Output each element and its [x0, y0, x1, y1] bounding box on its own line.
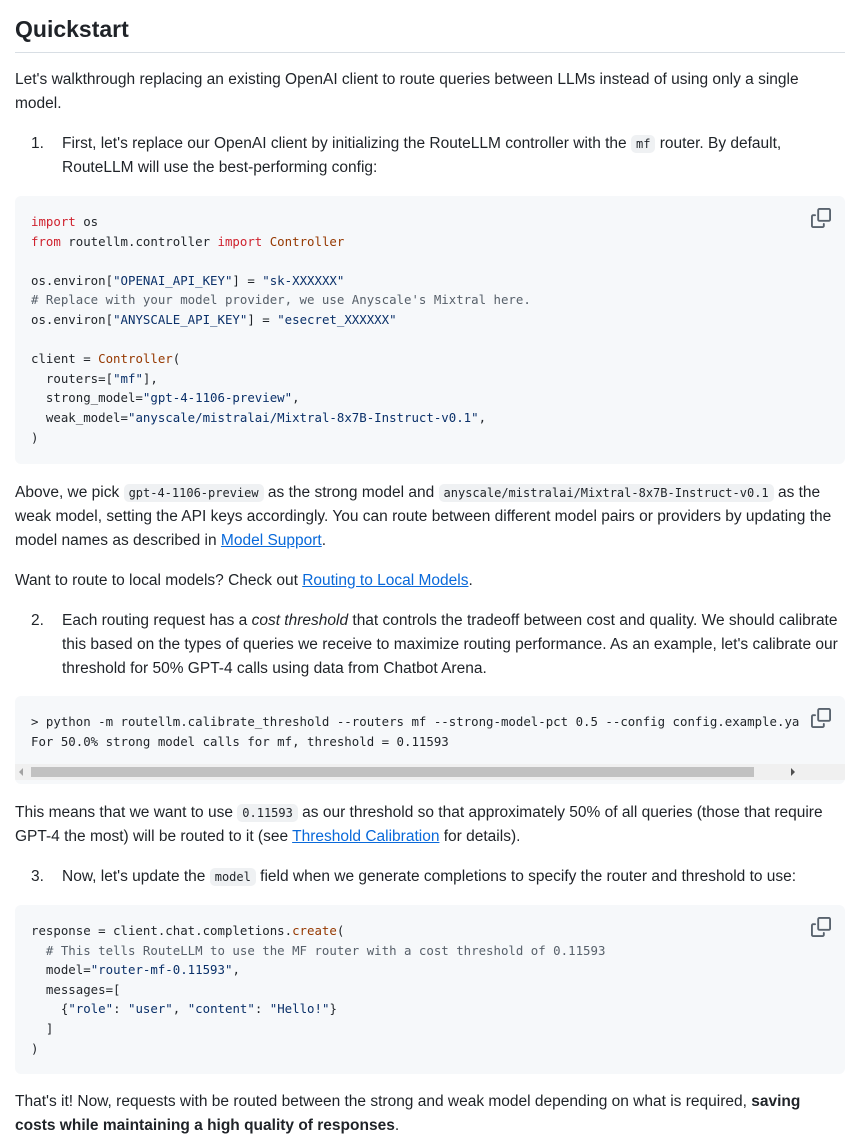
- step-number: 2.: [31, 612, 44, 629]
- model-support-link[interactable]: Model Support: [220, 532, 322, 549]
- inline-code: gpt-4-1106-preview: [124, 484, 264, 502]
- code-content[interactable]: import os from routellm.controller import Controller os.environ["OPENAI_API_KEY"] = "sk-XXXXXX" # Replace with your model provider, we use Anyscale's Mixtral here. os.environ["ANYSCALE_API_KEY"] = "esecret_XXXXXX" client = Controller( routers=["mf"], strong_model="gpt-4-1106-preview", weak_model="anyscale/mistralai/Mixtral-8x7B-Instruct-v0.1", ): [31, 214, 531, 445]
- code-block-completions[interactable]: [15, 905, 845, 1074]
- closing-paragraph: That's it! Now, requests with be routed between the strong and weak model depending on what is required, saving costs while maintaining a high quality of responses.: [15, 1093, 801, 1134]
- scroll-right-arrow[interactable]: [791, 768, 795, 776]
- code-content[interactable]: > python -m routellm.calibrate_threshold --routers mf --strong-model-pct 0.5 --config config.example.ya For 50.0% strong model calls for mf, threshold = 0.11593: [31, 714, 800, 749]
- routing-local-models-link[interactable]: Routing to Local Models: [302, 572, 469, 589]
- model-choice-paragraph: Above, we pick gpt-4-1106-preview as the strong model and anyscale/mistralai/Mixtral-8x7B-Instruct-v0.1 as the weak model, setting the API keys accordingly. You can route between different model pairs or providers by updating the model names as described in Model Support.: [15, 484, 832, 549]
- scrollbar-thumb[interactable]: [31, 767, 754, 777]
- threshold-calibration-link[interactable]: Threshold Calibration: [292, 828, 440, 845]
- step-number: 3.: [31, 868, 44, 885]
- horizontal-scrollbar[interactable]: [15, 764, 845, 780]
- inline-code: anyscale/mistralai/Mixtral-8x7B-Instruct-v0.1: [439, 484, 774, 502]
- section-heading: Quickstart: [15, 12, 845, 53]
- code-block-calibrate[interactable]: [15, 696, 845, 784]
- code-content[interactable]: response = client.chat.completions.create( # This tells RouteLLM to use the MF router with a cost threshold of 0.11593 model="router-mf-0.11593", messages=[ {"role": "user", "content": "Hello!"} ] ): [31, 923, 606, 1056]
- inline-code: mf: [631, 135, 655, 153]
- inline-code: model: [210, 868, 256, 886]
- copy-icon[interactable]: [811, 208, 831, 228]
- step-text: Now, let's update the model field when we generate completions to specify the router and threshold to use:: [62, 868, 797, 885]
- step-text: Each routing request has a cost threshold that controls the tradeoff between cost and quality. We should calibrate this based on the types of queries we receive to maximize routing performance. As an example, let's calibrate our threshold for 50% GPT-4 calls using data from Chatbot Arena.: [62, 612, 838, 677]
- copy-icon[interactable]: [811, 917, 831, 937]
- local-models-paragraph: Want to route to local models? Check out Routing to Local Models.: [15, 572, 473, 589]
- step-text: First, let's replace our OpenAI client by initializing the RouteLLM controller with the mf router. By default, RouteLLM will use the best-performing config:: [62, 135, 782, 176]
- code-block-controller[interactable]: [15, 196, 845, 464]
- intro-paragraph: Let's walkthrough replacing an existing OpenAI client to route queries between LLMs instead of using only a single model.: [15, 71, 799, 112]
- emphasis: cost threshold: [251, 612, 349, 629]
- threshold-paragraph: This means that we want to use 0.11593 as our threshold so that approximately 50% of all queries (those that require GPT-4 the most) will be routed to it (see Threshold Calibration for details).: [15, 804, 823, 845]
- bold-text: saving costs while maintaining a high quality of responses: [15, 1093, 801, 1134]
- scroll-left-arrow[interactable]: [19, 768, 23, 776]
- inline-code: 0.11593: [237, 804, 298, 822]
- step-number: 1.: [31, 135, 44, 152]
- copy-icon[interactable]: [811, 708, 831, 728]
